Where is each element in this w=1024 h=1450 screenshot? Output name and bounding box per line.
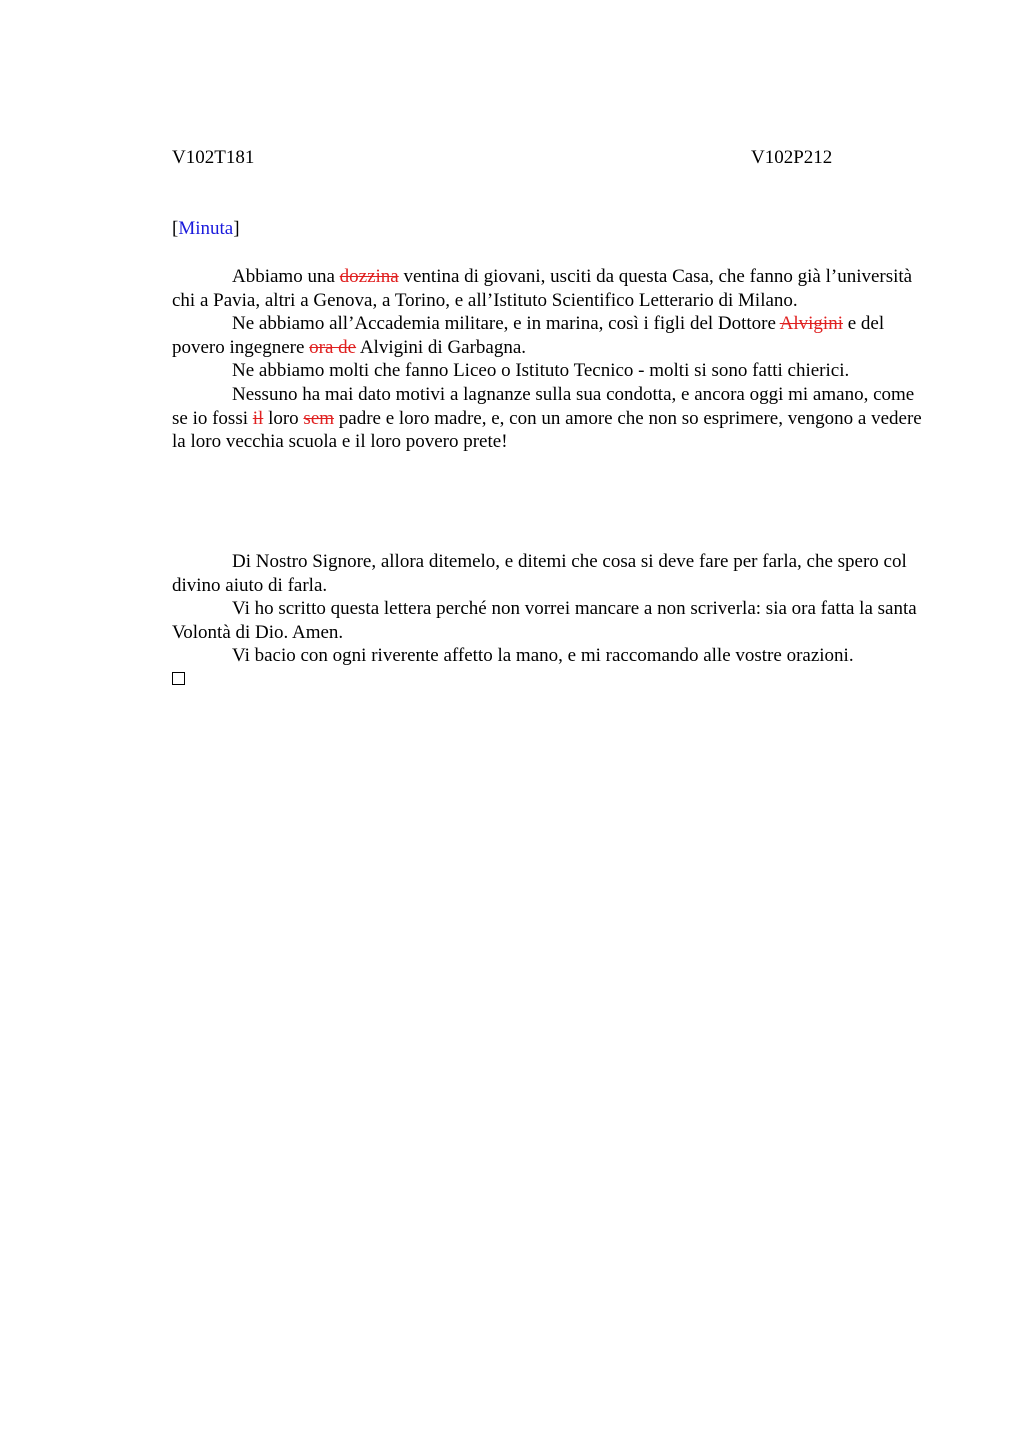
paragraph-5-text-a: Di Nostro Signore, allora ditemelo, e ditemi che cosa si deve fare per farla, che spero col divino aiuto di farla. (172, 551, 907, 596)
paragraph-1-text-a: Abbiamo una (232, 266, 340, 287)
paragraph-2-text-c: Alvigini di Garbagna. (356, 336, 527, 358)
paragraph-4-text-a: Nessuno ha mai dato motivi a lagnanze sulla sua condotta, e ancora oggi mi amano, come se io fossi (172, 383, 915, 429)
deleted-word: sem (303, 407, 335, 429)
paragraph-5 (172, 550, 932, 597)
deleted-word: ora de (309, 336, 357, 358)
paragraph-4-text-c: padre e loro madre, e, con un amore che non so esprimere, vengono a vedere la loro vecchia scuola e il loro povero prete! (172, 407, 922, 453)
document-code-left: V102T181 (172, 147, 255, 168)
label-close-bracket: ] (233, 218, 240, 239)
deleted-word: il (252, 407, 264, 429)
paragraph-1-text-b: ventina di giovani, usciti da questa Casa, che fanno già l’università chi a Pavia, altri a Genova, a Torino, e all’Istituto Scientifico Letterario di Milano. (172, 266, 913, 311)
paragraph-2-text-a: Ne abbiamo all’Accademia militare, e in marina, così i figli del Dottore (232, 313, 780, 335)
paragraph-7-text-a: Vi bacio con ogni riverente affetto la mano, e mi raccomando alle vostre orazioni. (232, 645, 854, 667)
document-code-right: V102P212 (751, 147, 833, 168)
label-text: Minuta (178, 218, 234, 239)
paragraph-1 (172, 265, 932, 312)
letter-body-second (172, 550, 932, 668)
label-open-bracket: [ (172, 218, 179, 239)
paragraph-4-text-b: loro (263, 407, 304, 429)
paragraph-6 (172, 597, 932, 644)
deleted-word: dozzina (339, 266, 399, 287)
draft-label (172, 217, 240, 241)
letter-body-first (172, 265, 932, 454)
paragraph-7 (172, 644, 932, 668)
paragraph-2-text-b: e del povero ingegnere (172, 313, 885, 358)
empty-square-icon (172, 672, 185, 685)
paragraph-4 (172, 383, 932, 454)
paragraph-3 (172, 359, 932, 383)
paragraph-6-text-a: Vi ho scritto questa lettera perché non vorrei mancare a non scriverla: sia ora fatta la santa Volontà di Dio. Amen. (172, 598, 917, 643)
paragraph-2 (172, 312, 932, 359)
paragraph-3-text-a: Ne abbiamo molti che fanno Liceo o Istituto Tecnico - molti si sono fatti chierici. (232, 360, 850, 382)
deleted-word: Alvigini (779, 313, 843, 335)
